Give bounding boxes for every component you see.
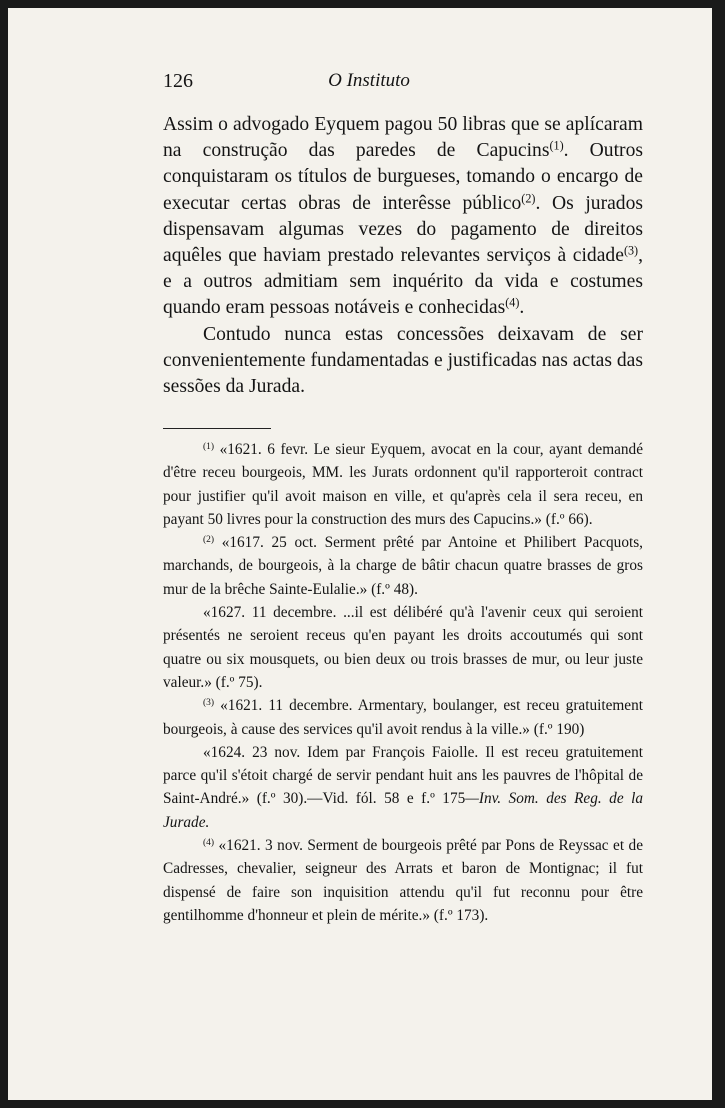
book-page: [8, 8, 712, 1100]
footnote-ref: (3): [623, 243, 639, 258]
footnote-text: «1627. 11 decembre. ...il est délibéré qu'à l'avenir ceux qui seroient présentés ne seroient receus qu'en payant les droits accoutumés qui sont quatre ou six mousquets, ou bien deux ou trois brasses de mur, ou leur juste valeur.» (f.º 75).: [163, 604, 643, 691]
footnote-text: «1621. 6 fevr. Le sieur Eyquem, avocat en la cour, ayant demandé d'être receu bourgeois, MM. les Jurats ordonnent qu'il rapporteroit contract pour justifier qu'il avoit maison en ville, et qu'après cela il sera receu, en payant 50 livres pour la construction des murs des Capucins.» (f.º 66).: [163, 441, 643, 528]
footnote-marker: (3): [203, 698, 215, 709]
footnote-text: «1621. 3 nov. Serment de bourgeois prêté par Pons de Reyssac et de Cadresses, chevalier, seigneur des Arrats et baron de Montignac; il fut dispensé de faire son inquisition attendu qu'il fut reconnu pour être gentilhomme d'honneur et plein de mérite.» (f.º 173).: [163, 837, 643, 924]
running-title: O Instituto: [328, 70, 410, 91]
page-number: 126: [163, 70, 193, 92]
text-run: . Outros conquistaram os títulos de burgueses, tomando o encargo de executar certas obras de interêsse público: [163, 140, 643, 214]
footnote-source: —Inv. Som. des Reg. de la Jurade.: [163, 790, 643, 831]
text-run: , e a outros admitiam sem inquérito da vida e costumes quando eram pessoas notáveis e conhecidas: [163, 245, 643, 319]
footnote-marker: (4): [203, 837, 215, 848]
text-run: . Os jurados dispensavam algumas vezes do pagamento de direitos aquêles que haviam prestado relevantes serviços à cidade: [163, 192, 644, 267]
footnote-text: «1617. 25 oct. Serment prêté par Antoine et Philibert Pacquots, marchands, de bourgeois, à la charge de bâtir chacun quatre brasses de gros mur de la brêche Sainte-Eulalie.» (f.º 48).: [163, 534, 643, 598]
footnote: [163, 531, 643, 601]
footnote: [163, 601, 643, 694]
footnote-marker: (1): [203, 441, 215, 452]
text-run: Assim o advogado Eyquem pagou 50 libras que se aplícaram na construção das paredes de Capucins: [163, 114, 643, 162]
footnote: [163, 438, 643, 531]
footnote-divider: [163, 428, 271, 429]
footnote-marker: (2): [203, 534, 215, 545]
footnote: [163, 741, 643, 834]
main-text: [163, 112, 643, 400]
footnote-text: «1624. 23 nov. Idem par François Faiolle. Il est receu gratuitement parce qu'il s'étoit chargé de servir pendant huit ans les pauvres de l'hôpital de Saint-André.» (f.º 30).—Vid. fól. 58 e f.º 175: [163, 743, 643, 808]
footnote-ref: (1): [549, 138, 564, 153]
page-header: [163, 70, 575, 96]
text-run: .: [519, 297, 525, 319]
footnote-ref: (2): [521, 190, 536, 205]
paragraph: Contudo nunca estas concessões deixavam de ser convenientemente fundamentadas e justificadas nas actas das sessões da Jurada.: [163, 323, 643, 398]
footnote-text: «1621. 11 decembre. Armentary, boulanger, est receu gratuitement bourgeois, à cause des services qu'il avoit rendus à la ville.» (f.º 190): [163, 697, 643, 738]
paragraph: [163, 112, 643, 322]
footnote-ref: (4): [505, 295, 520, 310]
footnote: [163, 694, 643, 741]
footnote: [163, 834, 643, 927]
footnotes: [163, 438, 643, 927]
